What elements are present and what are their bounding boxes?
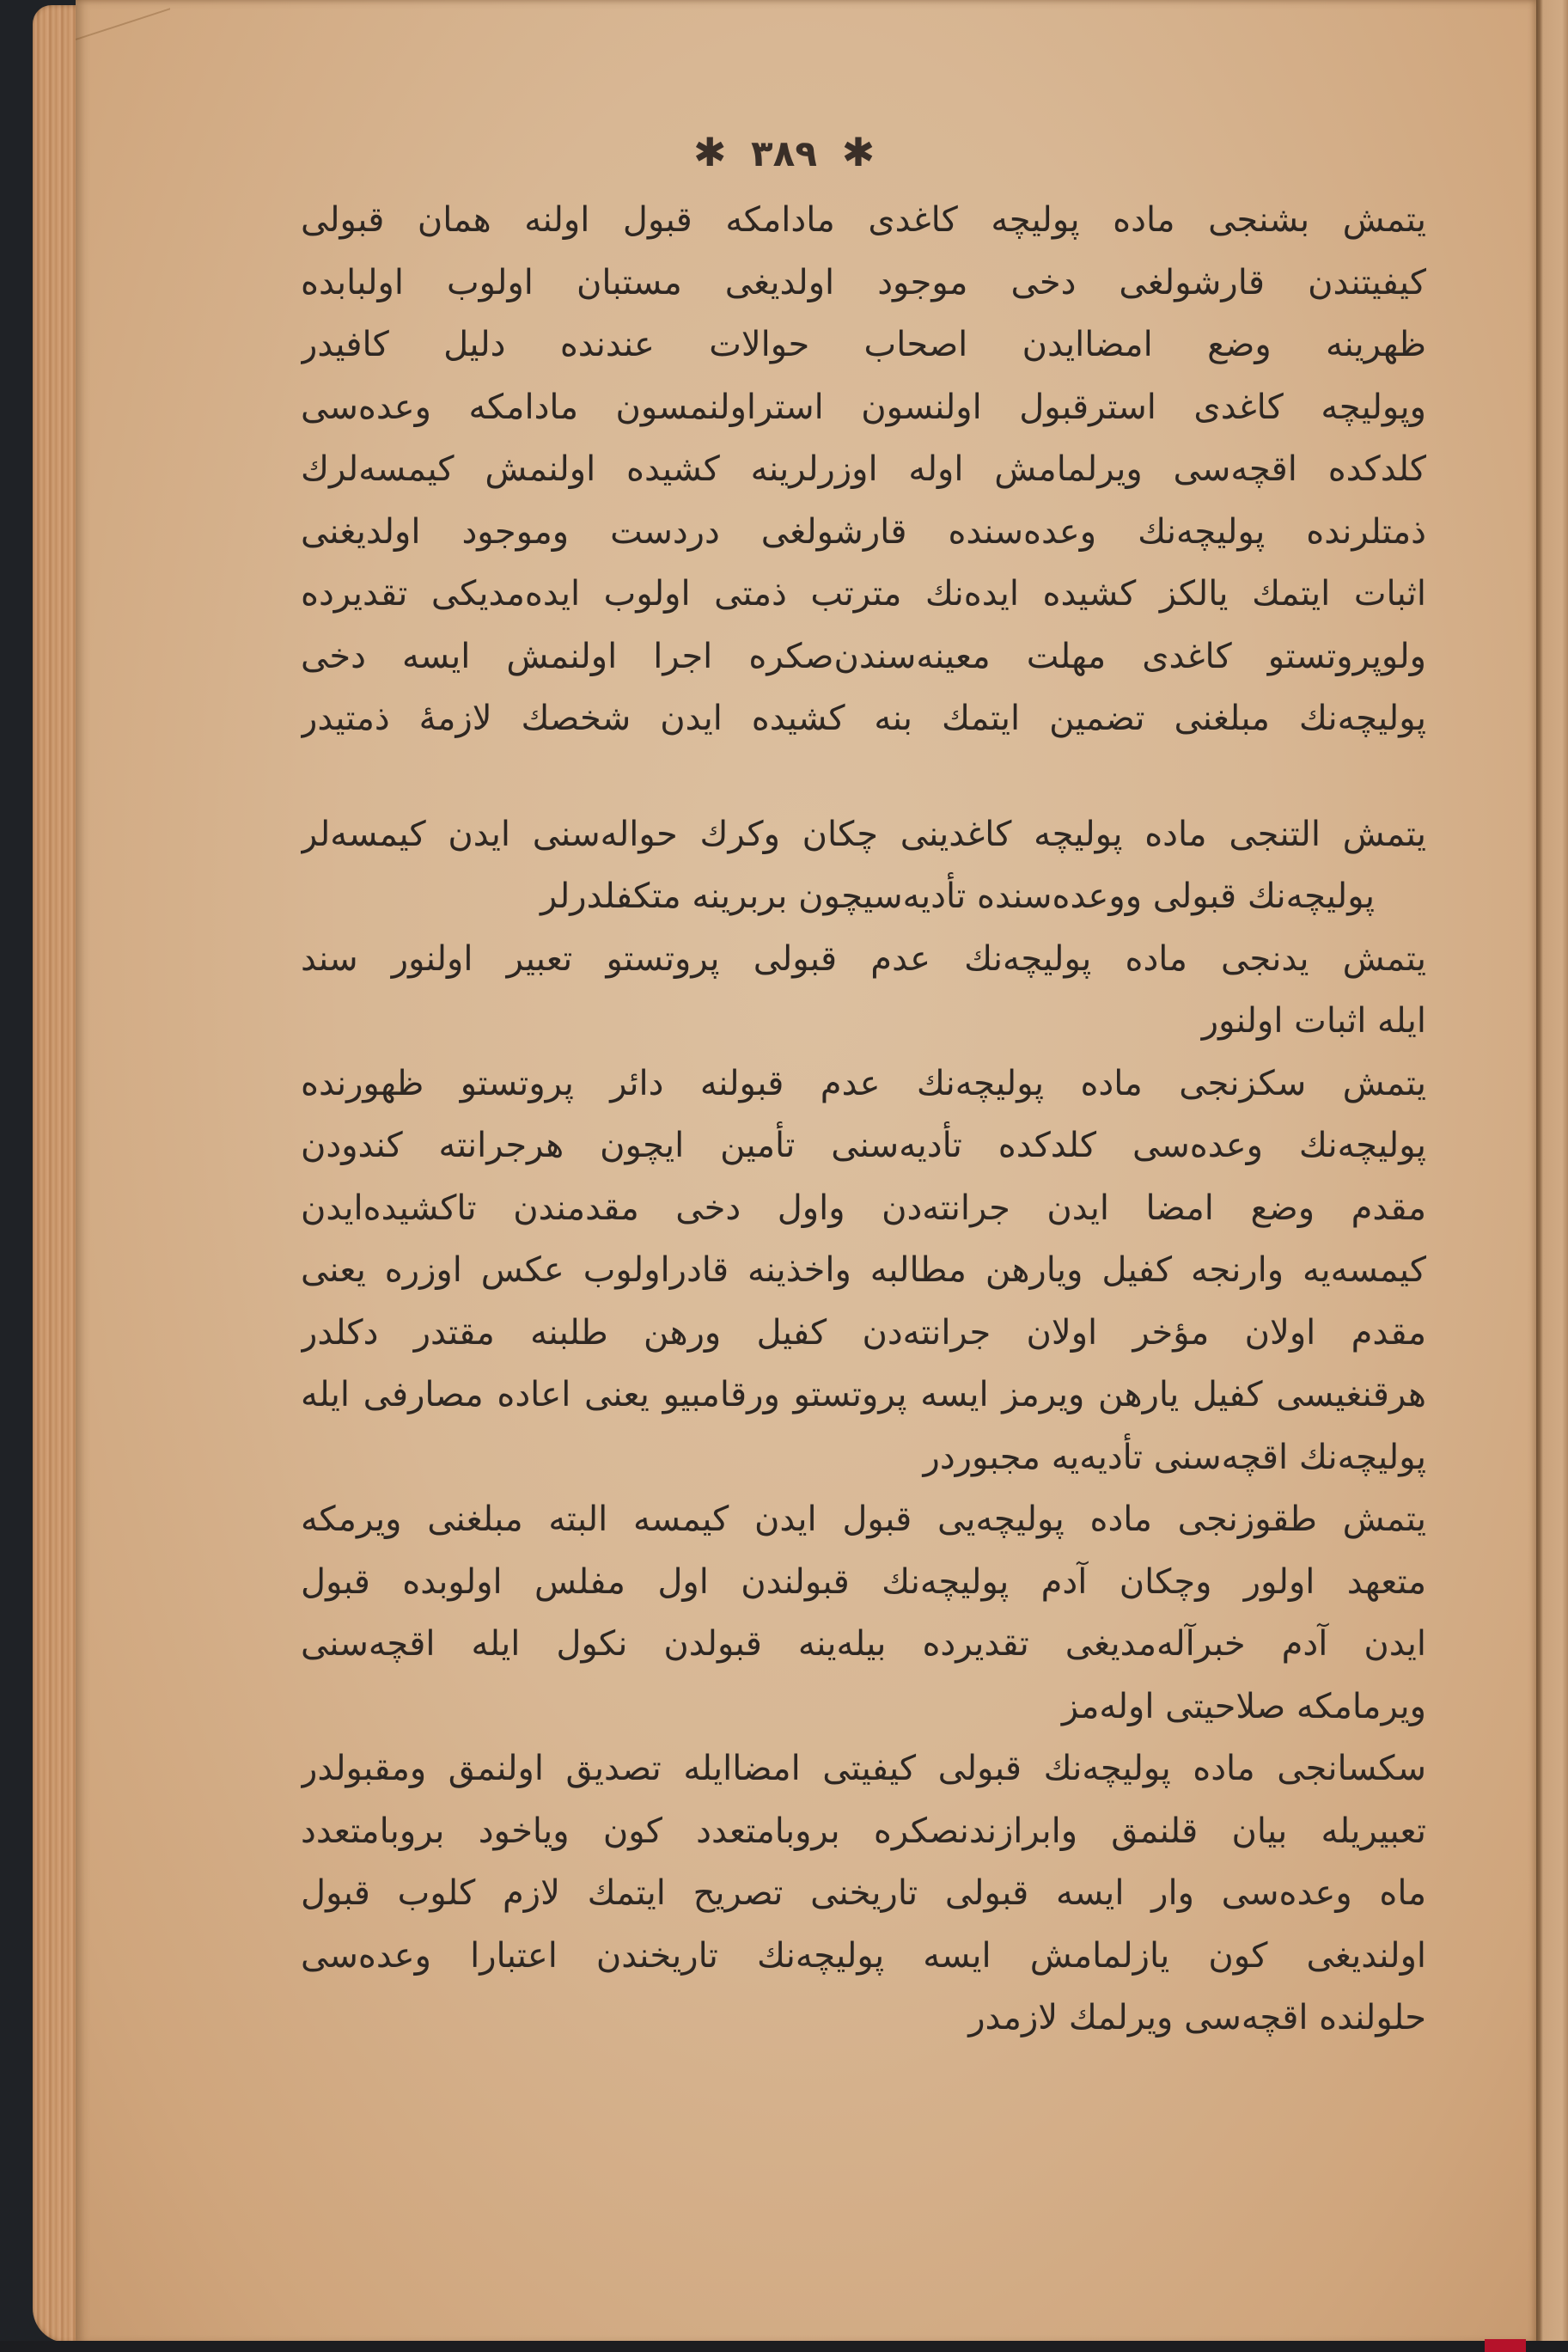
text-line: پولیچه‌نك مبلغنی تضمین ایتمك بنه کشیده ایدن شخصك لازمهٔ ذمتیدر [301,699,1426,738]
text-line: حلولنده اقچه‌سی ویرلمك لازمدر [968,1998,1426,2037]
article-paragraph [301,928,1426,1053]
text-line: ولوپروتستو کاغدی مهلت معینه‌سندن‌صکره اجرا اولنمش ایسه دخی [301,636,1426,676]
article-paragraph [301,803,1426,928]
page-header [0,129,1568,175]
page-number: ٣٨٩ [751,132,817,174]
text-line: پولیچه‌نك اقچه‌سنی تأدیه‌یه مجبوردر [923,1437,1426,1477]
text-line: یتمش سکزنجی ماده پولیچه‌نك عدم قبولنه دائر پروتستو ظهورنده [301,1063,1426,1103]
text-line: یتمش یدنجی ماده پولیچه‌نك عدم قبولی پروتستو تعبیر اولنور سند [301,938,1426,979]
text-line: تعبیریله بیان قلنمق وابرازندنصکره بروبامتعدد کون ویاخود بروبامتعدد [301,1811,1426,1851]
text-line: پولیچه‌نك قبولی ووعده‌سنده تأدیه‌سیچون بربرینه متکفلدرلر [540,877,1375,916]
text-line: یتمش بشنجی ماده پولیچه کاغدی مادامکه قبول اولنه همان قبولی [301,200,1426,240]
article-paragraph [301,1738,1426,2050]
red-marker-tab [1485,2339,1526,2352]
article-paragraph [301,1053,1426,1489]
paragraph-gap [301,750,1426,803]
text-line: مقدم وضع امضا ایدن جرانته‌دن واول دخی مقدمندن تاکشیده‌ایدن [301,1188,1426,1228]
text-line: ایدن آدم خبرآله‌مدیغی تقدیرده بیله‌ینه قبولدن نکول ایله اقچه‌سنی [301,1624,1426,1664]
text-line: سکسانجی ماده پولیچه‌نك قبولی کیفیتی امضاایله تصدیق اولنمق ومقبولدر [301,1749,1426,1788]
text-line: کیفیتندن قارشولغی دخی موجود اولدیغی مستبان اولوب اولبابده [301,262,1426,302]
text-line: ویرمامکه صلاحیتی اوله‌مز [1061,1686,1426,1726]
article-paragraph [301,1488,1426,1738]
text-line: اثبات ایتمك یالکز کشیده ایده‌نك مترتب ذمتی اولوب ایده‌مدیکی تقدیرده [301,574,1426,614]
text-line: کیمسه‌یه وارنجه کفیل ویارهن مطالبه واخذینه قادراولوب عکس اوزره یعنی [301,1250,1426,1290]
bottom-background [0,2341,1568,2352]
text-line: کلدکده اقچه‌سی ویرلمامش اوله اوزرلرینه کشیده اولنمش کیمسه‌لرك [301,449,1426,489]
text-line: یتمش طقوزنجی ماده پولیچه‌یی قبول ایدن کیمسه البته مبلغنی ویرمکه [301,1500,1426,1539]
text-line: اولندیغی کون یازلمامش ایسه پولیچه‌نك تاریخندن اعتبارا وعده‌سی [301,1935,1426,1976]
text-line: مقدم اولان مؤخر اولان جرانته‌دن کفیل ورهن طلبنه مقتدر دکلدر [301,1312,1426,1353]
right-page-edge [1536,0,1568,2344]
text-line: ماه وعده‌سی وار ایسه قبولی تاریخنی تصریح ایتمك لازم کلوب قبول [301,1873,1426,1913]
text-line: ظهرینه وضع امضاایدن اصحاب حوالات عندنده دلیل کافیدر [301,325,1426,364]
text-line: هرقنغیسی کفیل یارهن ویرمز ایسه پروتستو ورقامبیو یعنی اعاده مصارفی ایله [301,1375,1426,1414]
text-line: متعهد اولور وچکان آدم پولیچه‌نك قبولندن اول مفلس اولوبده قبول [301,1561,1426,1602]
ornament-icon: ✱ [841,129,876,175]
article-paragraph [301,189,1426,750]
body-text [301,189,1426,2050]
text-line: ذمتلرنده پولیچه‌نك وعده‌سنده قارشولغی دردست وموجود اولدیغنی [301,511,1426,552]
text-line: پولیچه‌نك وعده‌سی کلدکده تأدیه‌سنی تأمین ایچون هرجرانته کندودن [301,1126,1426,1165]
text-line: وپولیچه کاغدی استرقبول اولنسون استراولنمسون مادامکه وعده‌سی [301,387,1426,427]
text-line: ایله اثبات اولنور [1201,1001,1426,1041]
text-line: یتمش التنجی ماده پولیچه کاغدینی چکان وکرك حواله‌سنی ایدن کیمسه‌لر [301,814,1426,854]
ornament-icon: ✱ [692,129,727,175]
